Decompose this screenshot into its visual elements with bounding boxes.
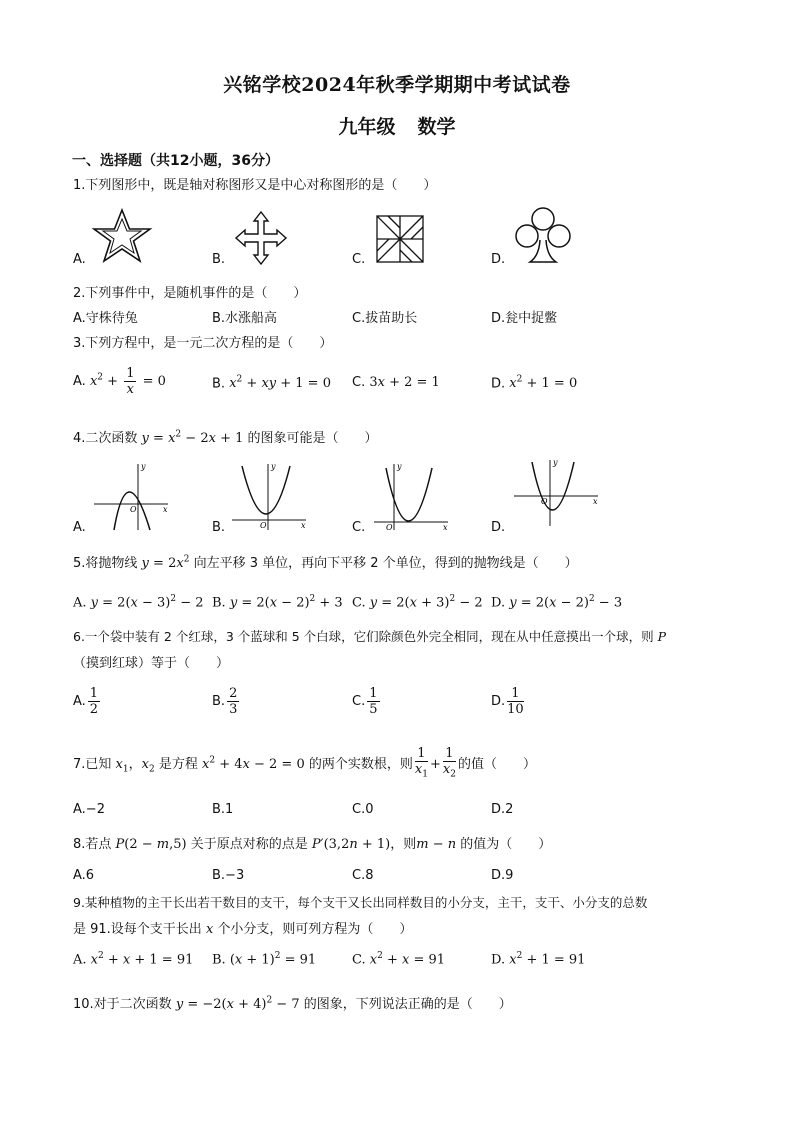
origin-label: O [541, 497, 548, 506]
q6-p-symbol: P [657, 629, 667, 644]
y-axis-label: y [141, 462, 146, 471]
q7-option-b: B.1 [212, 802, 234, 817]
q4-graph-b [228, 460, 310, 532]
q4-stem-pre: 4.二次函数 [73, 431, 138, 446]
q4-stem-post: 的图象可能是（ ） [247, 431, 378, 446]
q7-option-a: A.−2 [73, 802, 105, 817]
q4-label-c: C. [352, 520, 366, 535]
exam-title: 兴铭学校2024年秋季学期期中考试试卷 [223, 74, 571, 96]
q9-stem-line2: 是 91.设每个支干长出 x 个小分支，则可列方程为（ ） [73, 922, 413, 937]
q3-option-c: C. 3x + 2 = 1 [352, 375, 440, 390]
q7-stem: 7.已知 $x_1$，$x_2$ 是方程 $x^2 + 4x - 2 = 0$ 的两个实数根，则 $\frac{1}{x_1}$ + $\frac{1}{x_2}$ 的值（ ） [73, 746, 536, 780]
star-icon [90, 207, 154, 267]
club-icon [510, 204, 576, 268]
x-axis-label: x [593, 497, 598, 506]
q1-label-b: B. [212, 252, 226, 267]
y-axis-label: y [397, 462, 402, 471]
q4-stem: 4.二次函数 $y = x^2 - 2x + 1$ 的图象可能是（ ） [73, 429, 378, 446]
q5-stem: 5.将抛物线 $y = 2x^2$ 向左平移 3 单位，再向下平移 2 个单位，得到的抛物线是（ ） [73, 554, 578, 571]
q5-option-c: C. $y = 2(x + 3)^2 - 2$ [352, 594, 483, 611]
q6-option-c: C. $\frac{1}{5}$ [352, 686, 378, 717]
q8-option-d: D.9 [491, 868, 514, 883]
x-axis-label: x [301, 521, 306, 530]
y-axis-label: y [553, 458, 558, 467]
q2-option-b: B.水涨船高 [212, 311, 278, 326]
q9-option-b: B. $(x + 1)^2 = 91$ [212, 951, 317, 968]
q2-stem: 2.下列事件中，是随机事件的是（ ） [73, 286, 307, 301]
q3-option-b: B. $x^2$ + xy + 1 = 0 [212, 375, 331, 392]
grade-label: 九年级 [338, 116, 396, 138]
q8-option-a: A.6 [73, 868, 95, 883]
section-heading: 一、选择题（共12小题，36分） [72, 153, 279, 169]
q6-line1-text: 6.一个袋中装有 2 个红球，3 个蓝球和 5 个白球，它们除颜色外完全相同，现在从中任意摸出一个球，则 [73, 629, 654, 644]
q4-label-d: D. [491, 520, 506, 535]
q1-label-c: C. [352, 252, 366, 267]
q7-option-d: D.2 [491, 802, 514, 817]
q6-option-b: B. $\frac{2}{3}$ [212, 686, 238, 717]
q6-option-d: D. $\frac{1}{10}$ [491, 686, 524, 717]
q1-stem: 1.下列图形中，既是轴对称图形又是中心对称图形的是（ ） [73, 178, 437, 193]
q6-option-a: A. $\frac{1}{2}$ [73, 686, 99, 717]
q4-label-a: A. [73, 520, 86, 535]
origin-label: O [130, 505, 137, 514]
q2-option-a: A.守株待兔 [73, 311, 138, 326]
q1-label-a: A. [73, 252, 86, 267]
q9-option-c: C. $x^2 + x = 91$ [352, 951, 446, 968]
q6-stem-line1 [73, 627, 666, 645]
q9-option-a: A. $x^2 + x + 1 = 91$ [73, 951, 194, 968]
q5-option-d: D. $y = 2(x - 2)^2 - 3$ [491, 594, 623, 611]
q8-stem: 8.若点 P(2 − m,5) 关于原点对称的点是 P′(3,2n + 1)，则m − n 的值为（ ） [73, 837, 552, 852]
q5-option-a: A. $y = 2(x - 3)^2 - 2$ [73, 594, 204, 611]
q5-stem-pre: 5.将抛物线 [73, 556, 138, 571]
q3-stem: 3.下列方程中，是一元二次方程的是（ ） [73, 336, 333, 351]
origin-label: O [260, 521, 267, 530]
x-axis-label: x [163, 505, 168, 514]
q6-stem-line2: （摸到红球）等于（ ） [73, 656, 230, 671]
subject-label: 数学 [417, 116, 456, 138]
q3-option-a: A. $x^2$ + $\frac{1}{x}$ = 0 [73, 366, 166, 397]
q1-label-d: D. [491, 252, 506, 267]
q4-graph-d [510, 456, 602, 528]
q10-stem: 10.对于二次函数 $y = -2(x + 4)^2 - 7$ 的图象，下列说法正确的是（ ） [73, 995, 512, 1012]
origin-label: O [386, 523, 393, 532]
four-arrows-icon [232, 210, 290, 266]
q2-option-c: C.拔苗助长 [352, 311, 418, 326]
q5-stem-post: 向左平移 3 单位，再向下平移 2 个单位，得到的抛物线是（ ） [193, 556, 578, 571]
q9-option-d: D. $x^2 + 1 = 91$ [491, 951, 586, 968]
q3-option-d: D. $x^2 + 1 = 0$ [491, 375, 578, 392]
q4-graph-a [90, 460, 172, 532]
q4-graph-c [370, 460, 452, 532]
exam-subtitle [0, 112, 794, 139]
q2-option-d: D.瓮中捉鳖 [491, 311, 558, 326]
q5-option-b: B. $y = 2(x - 2)^2 + 3$ [212, 594, 343, 611]
q8-option-c: C.8 [352, 868, 374, 883]
y-axis-label: y [271, 462, 276, 471]
q4-label-b: B. [212, 520, 226, 535]
pinwheel-icon [374, 213, 426, 265]
q9-stem-line1: 9.某种植物的主干长出若干数目的支干，每个支干又长出同样数目的小分支，主干，支干、小分支的总数 [73, 895, 648, 910]
q8-option-b: B.−3 [212, 868, 245, 883]
q7-option-c: C.0 [352, 802, 374, 817]
x-axis-label: x [443, 523, 448, 532]
